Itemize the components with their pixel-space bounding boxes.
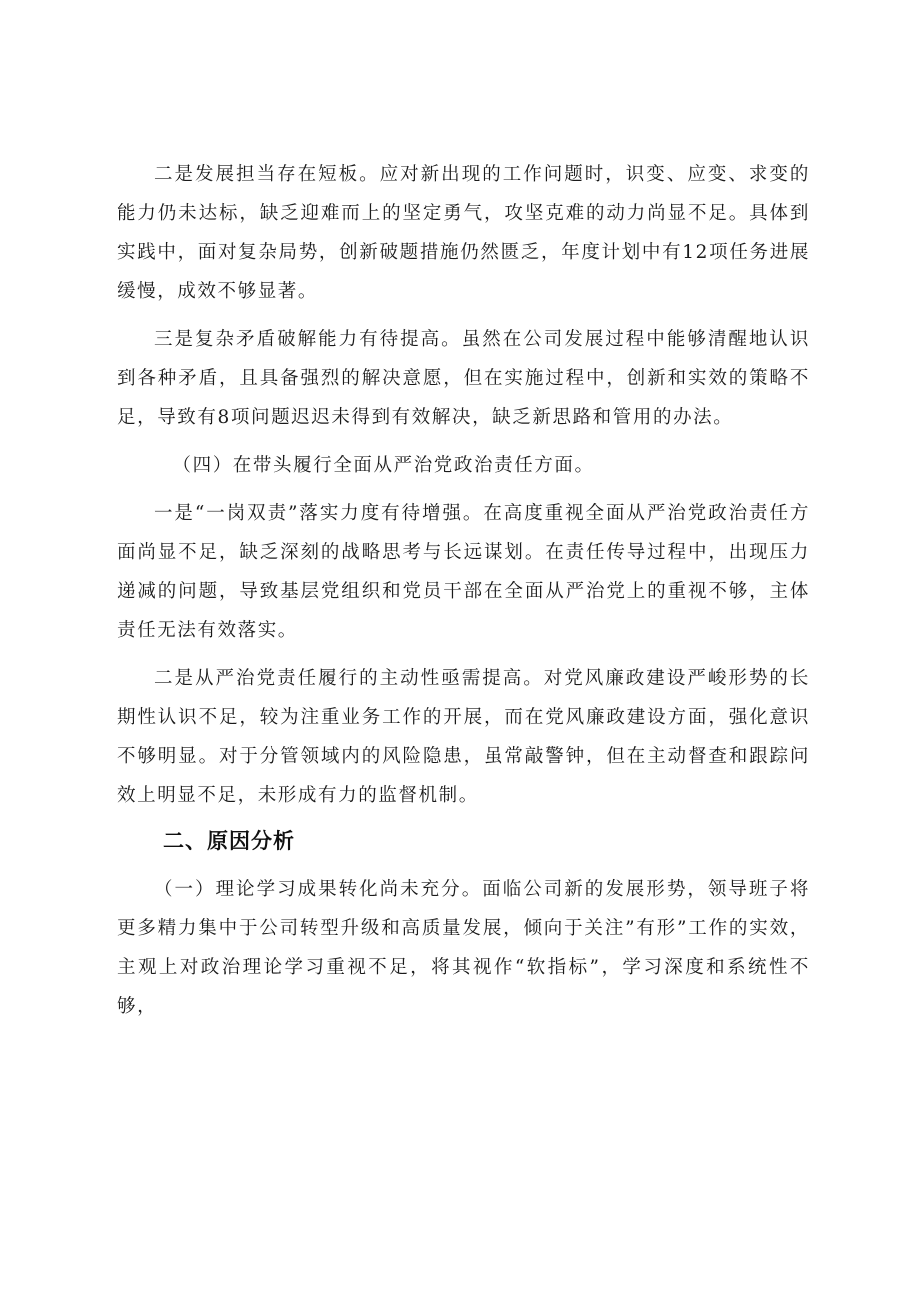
section-subheading-four: （四）在带头履行全面从严治党政治责任方面。 xyxy=(172,455,595,476)
section-heading-cause-analysis: 二、原因分析 xyxy=(163,829,295,853)
paragraph-theory-learning: （一）理论学习成果转化尚未充分。面临公司新的发展形势，领导班子将更多精力集中于公司转型升级和高质量发展，倾向于关注”有形”工作的实效，主观上对政治理论学习重视不足，将其视作“软指标”，学习深度和系统性不够， xyxy=(117,879,810,1017)
paragraph-development-shortcoming: 二是发展担当存在短板。应对新出现的工作问题时，识变、应变、求变的能力仍未达标，缺乏迎难而上的坚定勇气，攻坚克难的动力尚显不足。具体到实践中，面对复杂局势，创新破题措施仍然匮乏，年度计划中有12项任务进展缓慢，成效不够显著。 xyxy=(117,164,810,302)
paragraph-party-discipline: 二是从严治党责任履行的主动性亟需提高。对党风廉政建设严峻形势的长期性认识不足，较为注重业务工作的开展，而在党风廉政建设方面，强化意识不够明显。对于分管领域内的风险隐患，虽常敲警钟，但在主动督查和跟踪问效上明显不足，未形成有力的监督机制。 xyxy=(117,668,810,806)
paragraph-dual-responsibility: 一是“一岗双责”落实力度有待增强。在高度重视全面从严治党政治责任方面尚显不足，缺乏深刻的战略思考与长远谋划。在责任传导过程中，出现压力递减的问题，导致基层党组织和党员干部在全面从严治党上的重视不够，主体责任无法有效落实。 xyxy=(117,503,810,641)
paragraph-contradiction-resolution: 三是复杂矛盾破解能力有待提高。虽然在公司发展过程中能够清醒地认识到各种矛盾，且具备强烈的解决意愿，但在实施过程中，创新和实效的策略不足，导致有8项问题迟迟未得到有效解决，缺乏新思路和管用的办法。 xyxy=(117,329,810,428)
document-body xyxy=(117,155,810,1035)
